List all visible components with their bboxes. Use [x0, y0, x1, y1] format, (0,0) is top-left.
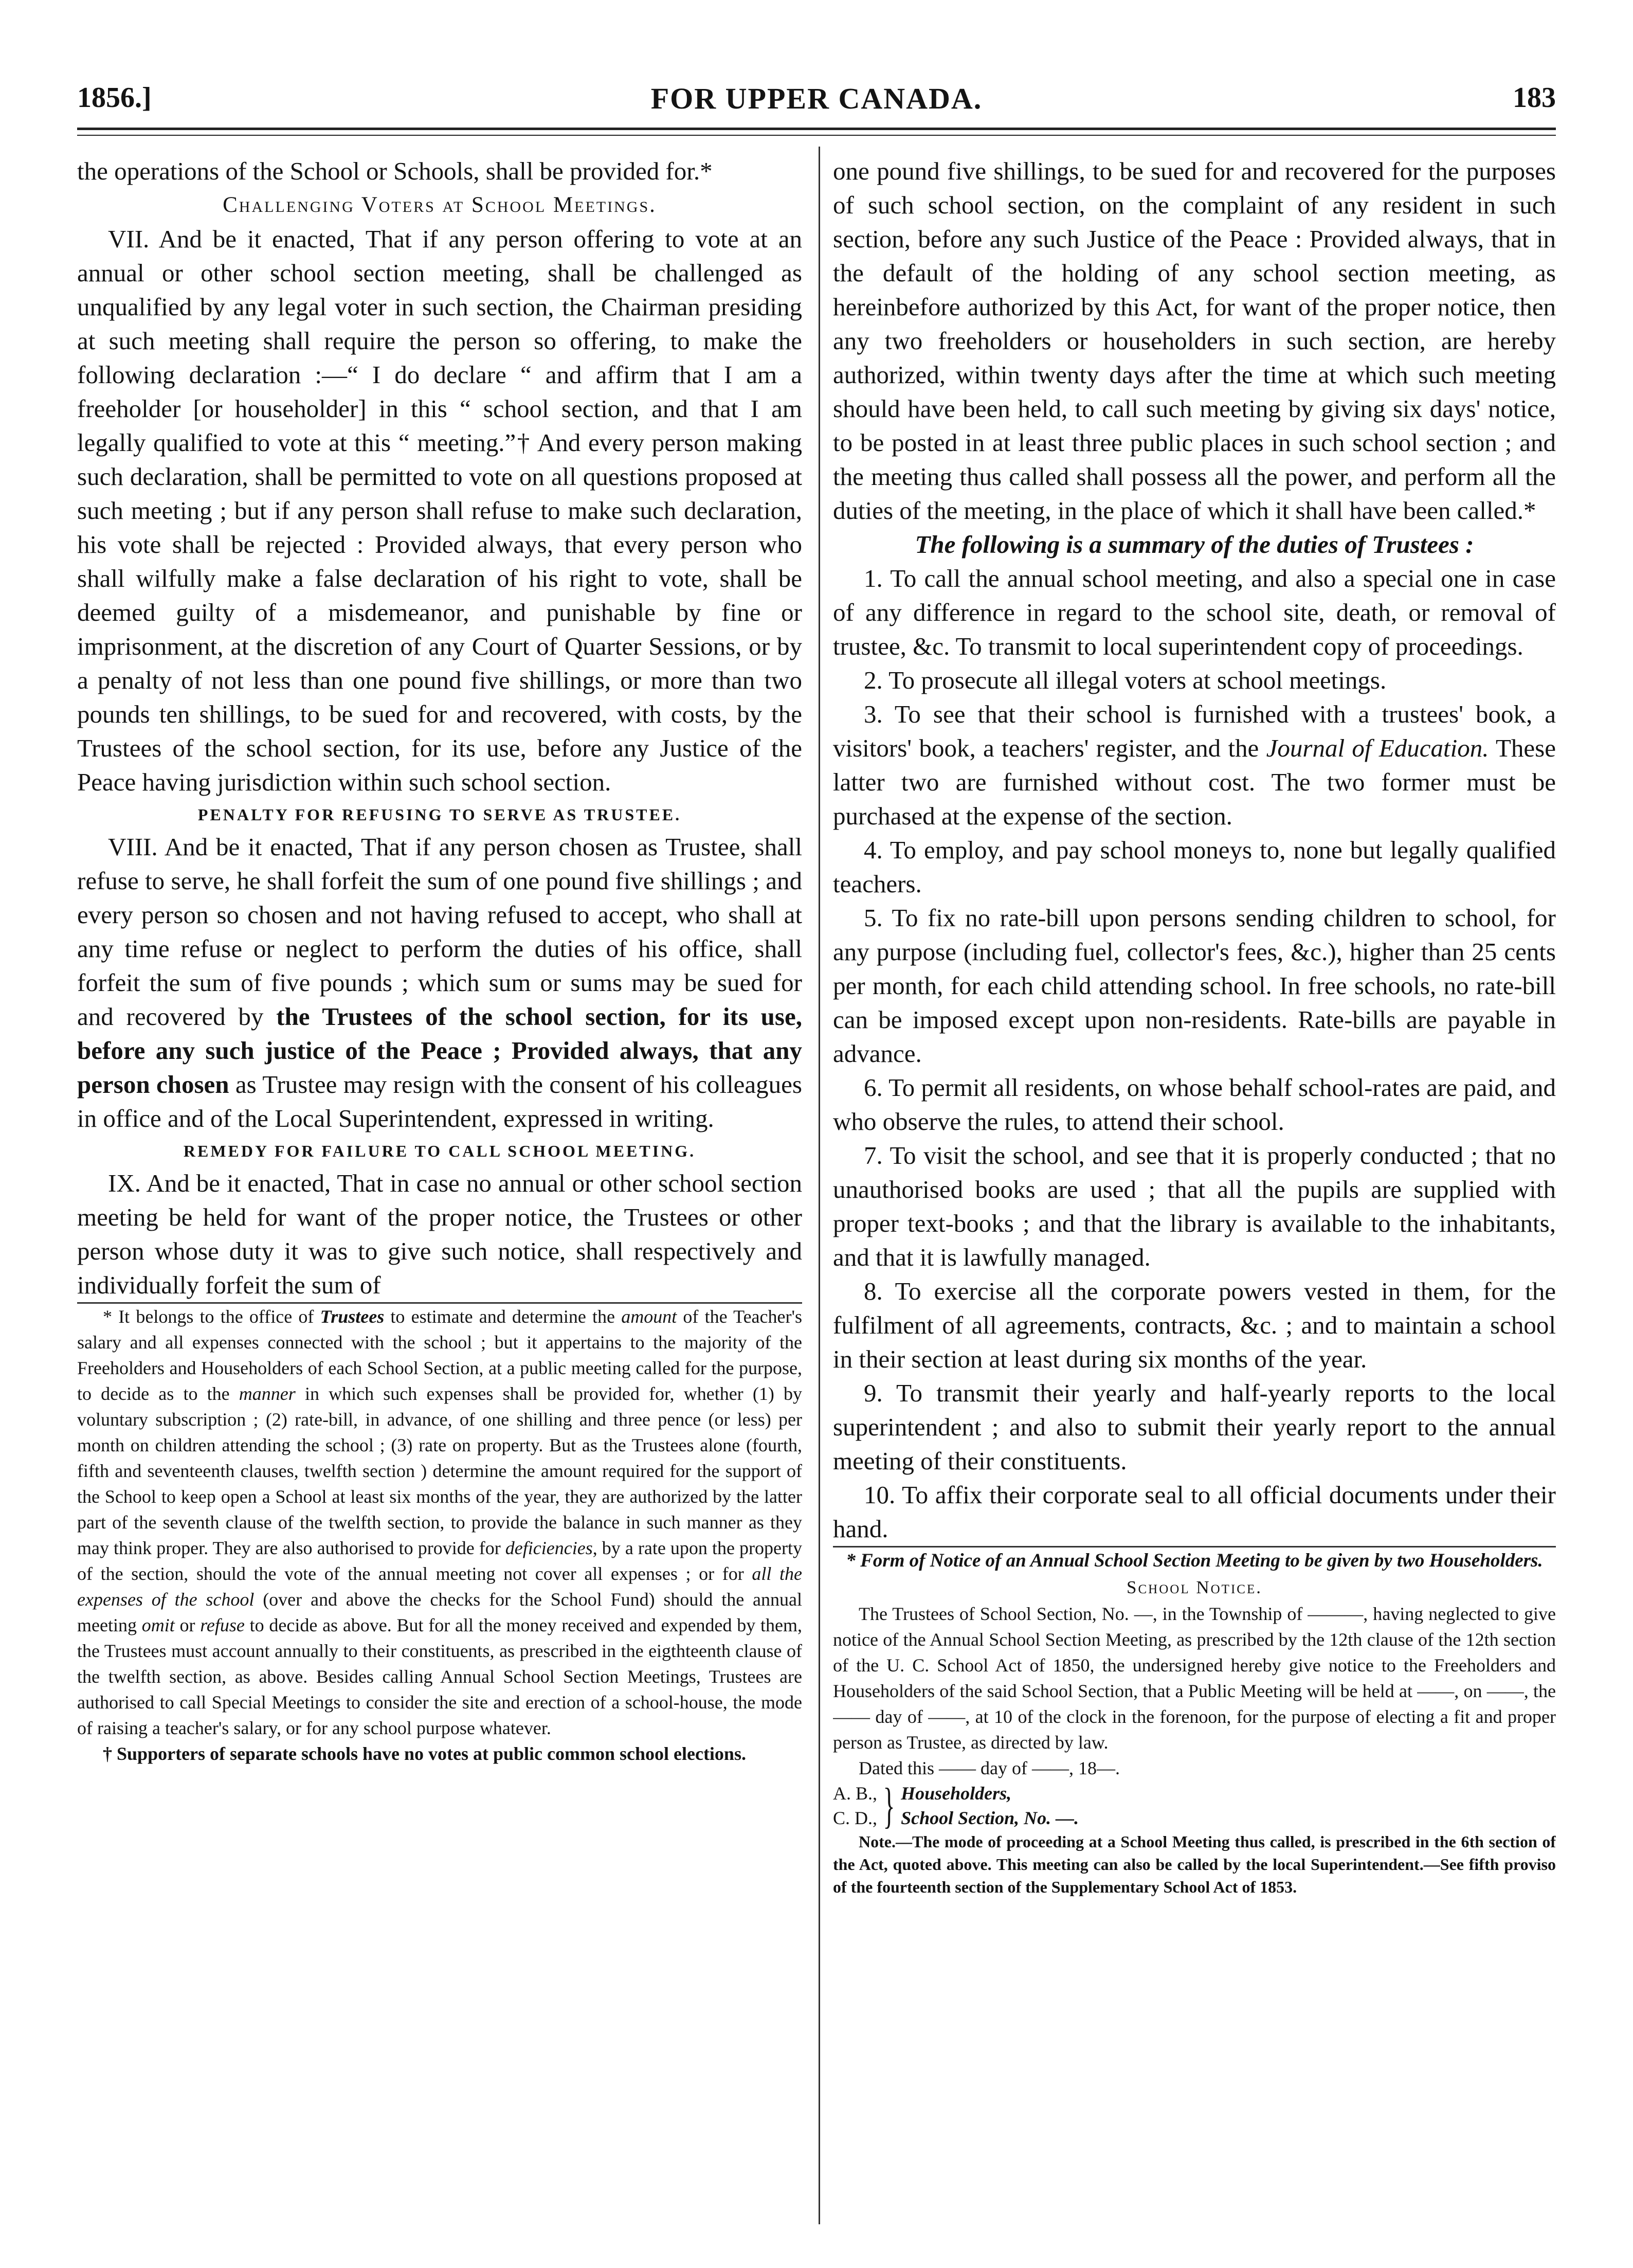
signature-ab: A. B.,	[833, 1783, 878, 1804]
heading-penalty-refusing: PENALTY FOR REFUSING TO SERVE AS TRUSTEE.	[197, 805, 682, 824]
column-divider	[819, 147, 820, 2224]
signature-roles	[901, 1781, 1079, 1830]
fn-text: of the Teacher's salary and all expenses connected with the school ; but it appertains to the majority of the Freeholders and Householders of each School Section, at a public meeting called for the purpose, to decide as to the	[77, 1306, 802, 1404]
fn-text: * It belongs to the office of	[103, 1306, 320, 1327]
section-ix: IX. And be it enacted, That in case no annual or other school section meeting be held for want of the proper notice, the Trustees or other person whose duty it was to give such notice, shall respectively and individually forfeit the sum of	[77, 1169, 802, 1299]
signature-block	[833, 1778, 1556, 1833]
signature-initials	[833, 1781, 877, 1830]
header-year: 1856.]	[77, 82, 152, 114]
duty-item-8: 8. To exercise all the corporate powers vested in them, for the fulfilment of all agreements, contracts, &c. ; and to maintain a school in their section at least during six months of the year.	[833, 1277, 1556, 1373]
duty-text: 3. To see that their school is furnished with a trustees' book, a visitors' book, a teachers' register, and the	[833, 700, 1556, 762]
header-rule-thick	[77, 128, 1556, 130]
heading-remedy-failure: REMEDY FOR FAILURE TO CALL SCHOOL MEETING.	[183, 1142, 696, 1160]
page-header	[77, 81, 1556, 122]
footnote-separate-schools: † Supporters of separate schools have no votes at public common school elections.	[103, 1743, 746, 1764]
fn-emphasis: omit	[141, 1615, 175, 1635]
duty-item-10: 10. To affix their corporate seal to all official documents under their hand.	[833, 1481, 1556, 1543]
fn-text: (over and above the checks for the School Fund) should the annual meeting	[77, 1589, 802, 1635]
heading-challenging-voters: Challenging Voters at School Meetings.	[223, 193, 657, 217]
section-viii-part-a: VIII. And be it enacted, That if any person chosen as Trustee, shall refuse to serve, he shall forfeit the sum of one pound five shillings ; and every person so chosen and not having refused to accept, who shall at any time refuse or neglect to perform the duties of his office, shall forfeit the sum of five pounds ; which sum or sums may be sued for and recovered by	[77, 833, 802, 1031]
left-column	[77, 154, 802, 2237]
fn-text: to estimate and determine the	[384, 1306, 622, 1327]
duty-text: These latter two are furnished without cost. The two former must be purchased at the expense of the section.	[833, 734, 1556, 830]
section-viii-part-b: the Trustees of the school section, for its use, before any such justice of the Peace ; Provided always, that any person chosen	[77, 1002, 802, 1099]
header-rule-thin	[77, 135, 1556, 136]
signature-cd: C. D.,	[833, 1808, 878, 1828]
fn-emphasis: Trustees	[320, 1306, 385, 1327]
fn-emphasis: manner	[239, 1383, 296, 1404]
duty-item-6: 6. To permit all residents, on whose behalf school-rates are paid, and who observe the rules, to attend their school.	[833, 1073, 1556, 1136]
header-title: FOR UPPER CANADA.	[650, 82, 983, 115]
footnote-form-heading: * Form of Notice of an Annual School Section Meeting to be given by two Householders.	[846, 1550, 1543, 1571]
fn-emphasis: deficiencies	[505, 1538, 593, 1558]
signature-section: School Section, No. —.	[901, 1808, 1079, 1828]
fn-emphasis: refuse	[200, 1615, 245, 1635]
duty-item-5: 5. To fix no rate-bill upon persons sending children to school, for any purpose (including fuel, collector's fees, &c.), higher than 25 cents per month, for each child attending school. In free schools, no rate-bill can be imposed except upon non-residents. Rate-bills are payable in advance.	[833, 904, 1556, 1068]
right-column	[833, 154, 1556, 2237]
school-notice-body: The Trustees of School Section, No. —, in the Township of ———, having neglected to give notice of the Annual School Section Meeting, as prescribed by the 12th clause of the 12th section of the U. C. School Act of 1850, the undersigned hereby give notice to the Freeholders and Householders of the said School Section, that a Public Meeting will be held at ——, on ——, the —— day of ——, at 10 of the clock in the forenoon, for the purpose of electing a fit and proper person as Trustee, as directed by law.	[833, 1604, 1556, 1753]
fn-text: , by a rate upon the property of the section, should the vote of the annual meeting not cover all expenses ; or for	[77, 1538, 802, 1584]
duty-item-1: 1. To call the annual school meeting, and also a special one in case of any difference in regard to the school site, death, or removal of trustee, &c. To transmit to local superintendent copy of proceedings.	[833, 564, 1556, 660]
section-vii: VII. And be it enacted, That if any person offering to vote at an annual or other school section meeting, shall be challenged as unqualified by any legal voter in such section, the Chairman presiding at such meeting shall require the person so offering, to make the following declaration :—“ I do declare “ and affirm that I am a freeholder [or householder] in this “ school section, and that I am legally qualified to vote at this “ meeting.”† And every person making such declaration, shall be permitted to vote on all questions proposed at such meeting ; but if any person shall refuse to make such declaration, his vote shall be rejected : Provided always, that every person who shall wilfully make a false declaration of his right to vote, shall be deemed guilty of a misdemeanor, and punishable by fine or imprisonment, at the discretion of any Court of Quarter Sessions, or by a penalty of not less than one pound five shillings, or more than two pounds ten shillings, to be sued for and recovered, with costs, by the Trustees of the school section, for its use, before any Justice of the Peace having jurisdiction within such school section.	[77, 225, 802, 796]
duty-item-9: 9. To transmit their yearly and half-yearly reports to the local superintendent ; and also to submit their yearly report to the annual meeting of their constituents.	[833, 1379, 1556, 1475]
footnote-note: Note.—The mode of proceeding at a School Meeting thus called, is prescribed in the 6th section of the Act, quoted above. This meeting can also be called by the local Superintendent.—See fifth proviso of the fourteenth section of the Supplementary School Act of 1853.	[833, 1832, 1556, 1896]
duty-item-3	[833, 697, 1556, 833]
signature-householders: Householders,	[901, 1783, 1012, 1804]
journal-title: Journal of Education.	[1266, 734, 1489, 762]
fn-text: to decide as above. But for all the money received and expended by them, the Trustees must account annually to their constituents, as prescribed in the eigthteenth clause of the twelfth section, as above. Besides calling Annual School Section Meetings, Trustees are authorised to call Special Meetings to consider the site and erection of a school-house, the mode of raising a teacher's salary, or for any school purpose whatever.	[77, 1615, 802, 1738]
section-ix-continuation: one pound five shillings, to be sued for and recovered for the purposes of such school section, on the complaint of any resident in such section, before any such Justice of the Peace : Provided always, that in the default of the holding of any school section meeting, as hereinbefore authorized by this Act, for want of the proper notice, then any two freeholders or householders in such section, are hereby authorized, within twenty days after the time at which such meeting should have been held, to call such meeting by giving six days' notice, to be posted in at least three public places in such school section ; and the meeting thus called shall possess all the power, and perform all the duties of the meeting, in the place of which it shall have been called.*	[833, 157, 1556, 525]
fn-emphasis: amount	[621, 1306, 677, 1327]
brace-glyph: }	[883, 1778, 895, 1833]
fn-text: in which such expenses shall be provided for, whether (1) by voluntary subscription ; (2) rate-bill, in advance, of one shilling and three pence (or less) per month on children attending the school ; (3) rate on property. But as the Trustees alone (fourth, fifth and seventeenth clauses, twelfth section ) determine the amount required for the support of the School to keep open a School at least six months of the year, they are authorized by the latter part of the seventh clause of the twelfth section, to provide the balance in such manner as they may think proper. They are also authorised to provide for	[77, 1383, 802, 1558]
duty-item-2: 2. To prosecute all illegal voters at school meetings.	[864, 666, 1387, 694]
paragraph-continuation: the operations of the School or Schools, shall be provided for.*	[77, 157, 713, 185]
page-number: 183	[1513, 82, 1556, 114]
fn-text: or	[174, 1615, 201, 1635]
fn-emphasis: all the expenses of the school	[77, 1563, 802, 1610]
footnote-trustees-office	[77, 1304, 802, 1741]
school-notice-title: School Notice.	[1127, 1577, 1262, 1597]
heading-trustee-duties: The following is a summary of the duties of Trustees :	[915, 530, 1474, 559]
school-notice-dated: Dated this —— day of ——, 18—.	[859, 1758, 1120, 1778]
duty-item-7: 7. To visit the school, and see that it is properly conducted ; that no unauthorised books are used ; that all the pupils are supplied with proper text-books ; and that the library is available to the inhabitants, and that it is lawfully managed.	[833, 1141, 1556, 1271]
section-viii	[77, 830, 802, 1136]
section-viii-part-c: as Trustee may resign with the consent of his colleagues in office and of the Local Superintendent, expressed in writing.	[77, 1070, 802, 1132]
duty-item-4: 4. To employ, and pay school moneys to, none but legally qualified teachers.	[833, 836, 1556, 898]
